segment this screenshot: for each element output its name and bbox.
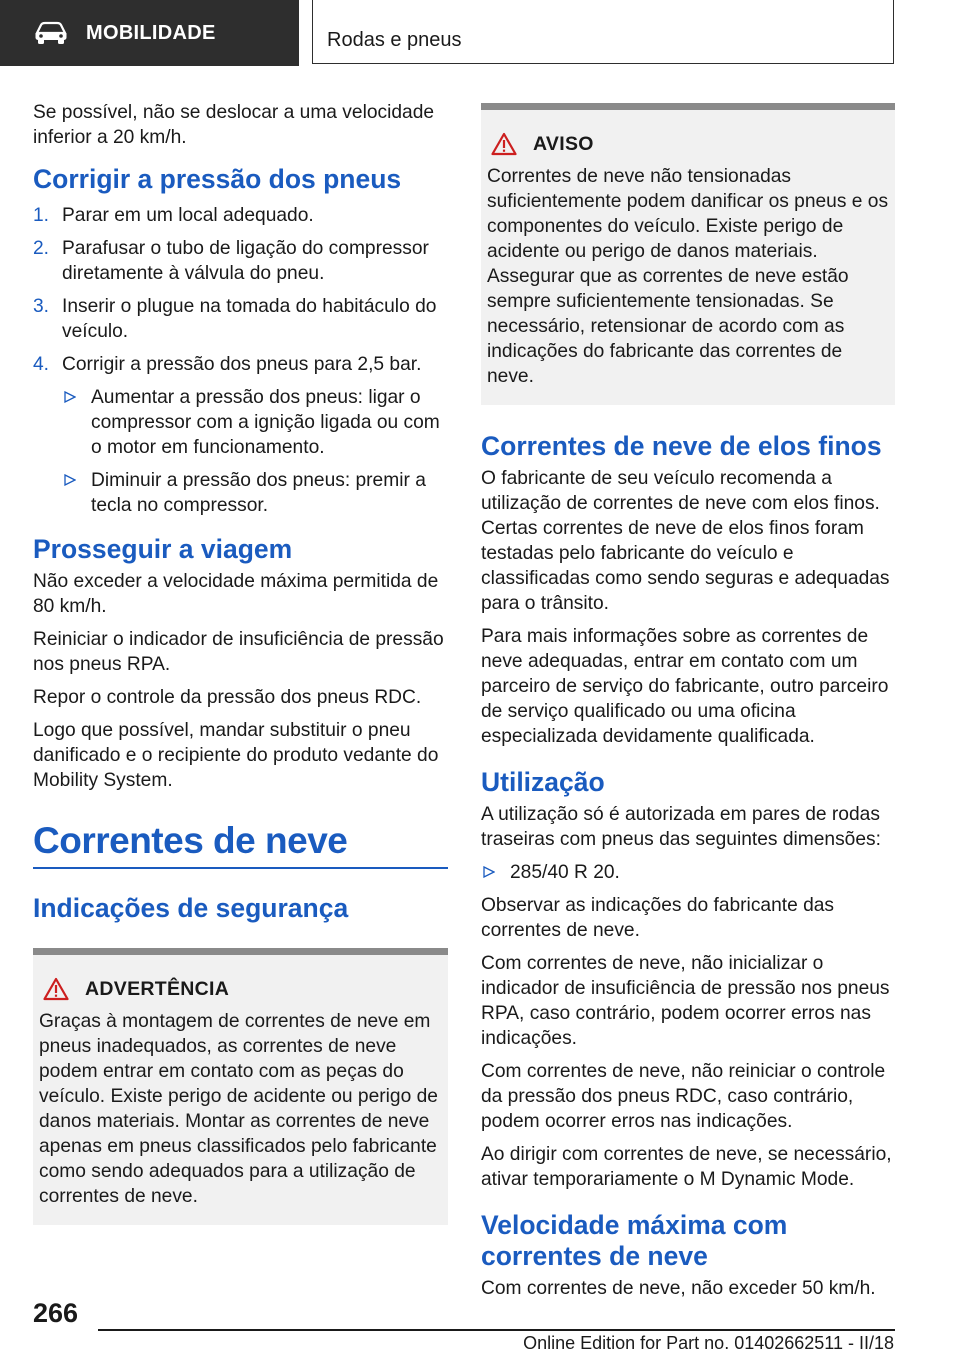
warning-title: ADVERTÊNCIA (85, 977, 230, 1000)
heading-corrigir: Corrigir a pressão dos pneus (33, 164, 402, 194)
notice-box (481, 103, 895, 405)
substeps-list (62, 385, 448, 518)
warning-triangle-icon (43, 977, 69, 1001)
footer-divider (98, 1329, 895, 1331)
utilizacao-text-1: Observar as indicações do fabricante das correntes de neve. (481, 895, 835, 941)
substep-1: Aumentar a pressão dos pneus: ligar o compressor com a ignição ligada ou com o motor em funcionamento. (62, 385, 448, 460)
prosseguir-text-1: Não exceder a velocidade máxima permitida de 80 km/h. (33, 571, 439, 617)
step-1: 1. Parar em um local adequado. (33, 205, 314, 226)
warning-triangle-icon (491, 132, 517, 156)
utilizacao-text-2: Com correntes de neve, não inicializar o indicador de insuficiência de pressão nos pneus RPA, caso contrário, podem ocorrer erros nas indicações. (481, 953, 890, 1049)
prosseguir-text-3: Repor o controle da pressão dos pneus RDC. (33, 687, 422, 708)
section-tab (0, 0, 299, 66)
heading-utilizacao: Utilização (481, 767, 605, 797)
heading-elos: Correntes de neve de elos finos (481, 431, 882, 461)
right-column (481, 103, 895, 1309)
steps-list (33, 203, 448, 518)
page-number: 266 (33, 1298, 79, 1328)
left-column (33, 100, 448, 1225)
chapter-heading-wrap (33, 819, 448, 869)
utilizacao-text-4: Ao dirigir com correntes de neve, se necessário, ativar temporariamente o M Dynamic Mode. (481, 1144, 892, 1190)
velocidade-text: Com correntes de neve, não exceder 50 km/h. (481, 1278, 876, 1299)
warning-text: Graças à montagem de correntes de neve em pneus inadequados, as correntes de neve podem entrar em contato com as peças do veículo. Existe perigo de acidente ou perigo de danos materiais. Montar as correntes de neve apenas em pneus classificados pelo fabricante como sendo adequados para a utilização de correntes de neve. (39, 1011, 438, 1207)
substep-2: Diminuir a pressão dos pneus: premir a tecla no compressor. (62, 468, 448, 518)
step-2: 2. Parafusar o tubo de ligação do compressor diretamente à válvula do pneu. (33, 238, 429, 284)
step-3: 3. Inserir o plugue na tomada do habitáculo do veículo. (33, 296, 437, 342)
utilizacao-text-3: Com correntes de neve, não reiniciar o controle da pressão dos pneus RDC, caso contrário, podem ocorrer erros nas indicações. (481, 1061, 886, 1132)
warning-header (39, 977, 442, 1001)
triangle-bullet-icon (64, 474, 76, 486)
heading-velocidade: Velocidade máxima com correntes de neve (481, 1210, 788, 1271)
intro-text: Se possível, não se deslocar a uma velocidade inferior a 20 km/h. (33, 102, 435, 148)
warning-box (33, 948, 448, 1225)
elos-text-2: Para mais informações sobre as correntes de neve adequadas, entrar em contato com um parceiro de serviço do fabricante, outro parceiro de serviço qualificado ou uma oficina especializada devidamente qualificada. (481, 626, 889, 747)
tire-size-item: 285/40 R 20. (481, 860, 895, 885)
utilizacao-intro: A utilização só é autorizada em pares de rodas traseiras com pneus das seguintes dimensões: (481, 804, 881, 850)
prosseguir-text-2: Reiniciar o indicador de insuficiência de pressão nos pneus RPA. (33, 629, 444, 675)
prosseguir-text-4: Logo que possível, mandar substituir o pneu danificado e o recipiente do produto vedante do Mobility System. (33, 720, 439, 791)
heading-indicacoes: Indicações de segurança (33, 893, 349, 923)
heading-correntes: Correntes de neve (33, 820, 348, 861)
notice-text: Correntes de neve não tensionadas suficientemente podem danificar os pneus e os componentes do veículo. Existe perigo de acidente ou perigo de danos materiais. Assegurar que as correntes de neve estão sempre suficientemente tensionadas. Se necessário, retensionar de acordo com as indicações do fabricante das correntes de neve. (487, 166, 889, 387)
notice-title: AVISO (533, 132, 594, 155)
triangle-bullet-icon (483, 866, 495, 878)
section-label: MOBILIDADE (86, 21, 216, 44)
chapter-header (312, 0, 894, 64)
heading-prosseguir: Prosseguir a viagem (33, 534, 293, 564)
elos-text-1: O fabricante de seu veículo recomenda a utilização de correntes de neve com elos finos. Certas correntes de neve de elos finos foram testadas pelo fabricante do veículo e classificadas como sendo seguras e adequadas para o trânsito. (481, 468, 890, 614)
chapter-title: Rodas e pneus (327, 29, 462, 51)
step-4: 4. Corrigir a pressão dos pneus para 2,5 bar. Aumentar a pressão dos pneus: ligar o compressor com a ignição ligada ou com o motor em funcionamento. Diminuir a pressão dos pneus: premir a tecla no compressor. (33, 352, 448, 518)
footer-edition: Online Edition for Part no. 01402662511 - II/18 (523, 1333, 894, 1353)
car-icon (34, 21, 68, 45)
notice-header (487, 132, 889, 156)
triangle-bullet-icon (64, 391, 76, 403)
